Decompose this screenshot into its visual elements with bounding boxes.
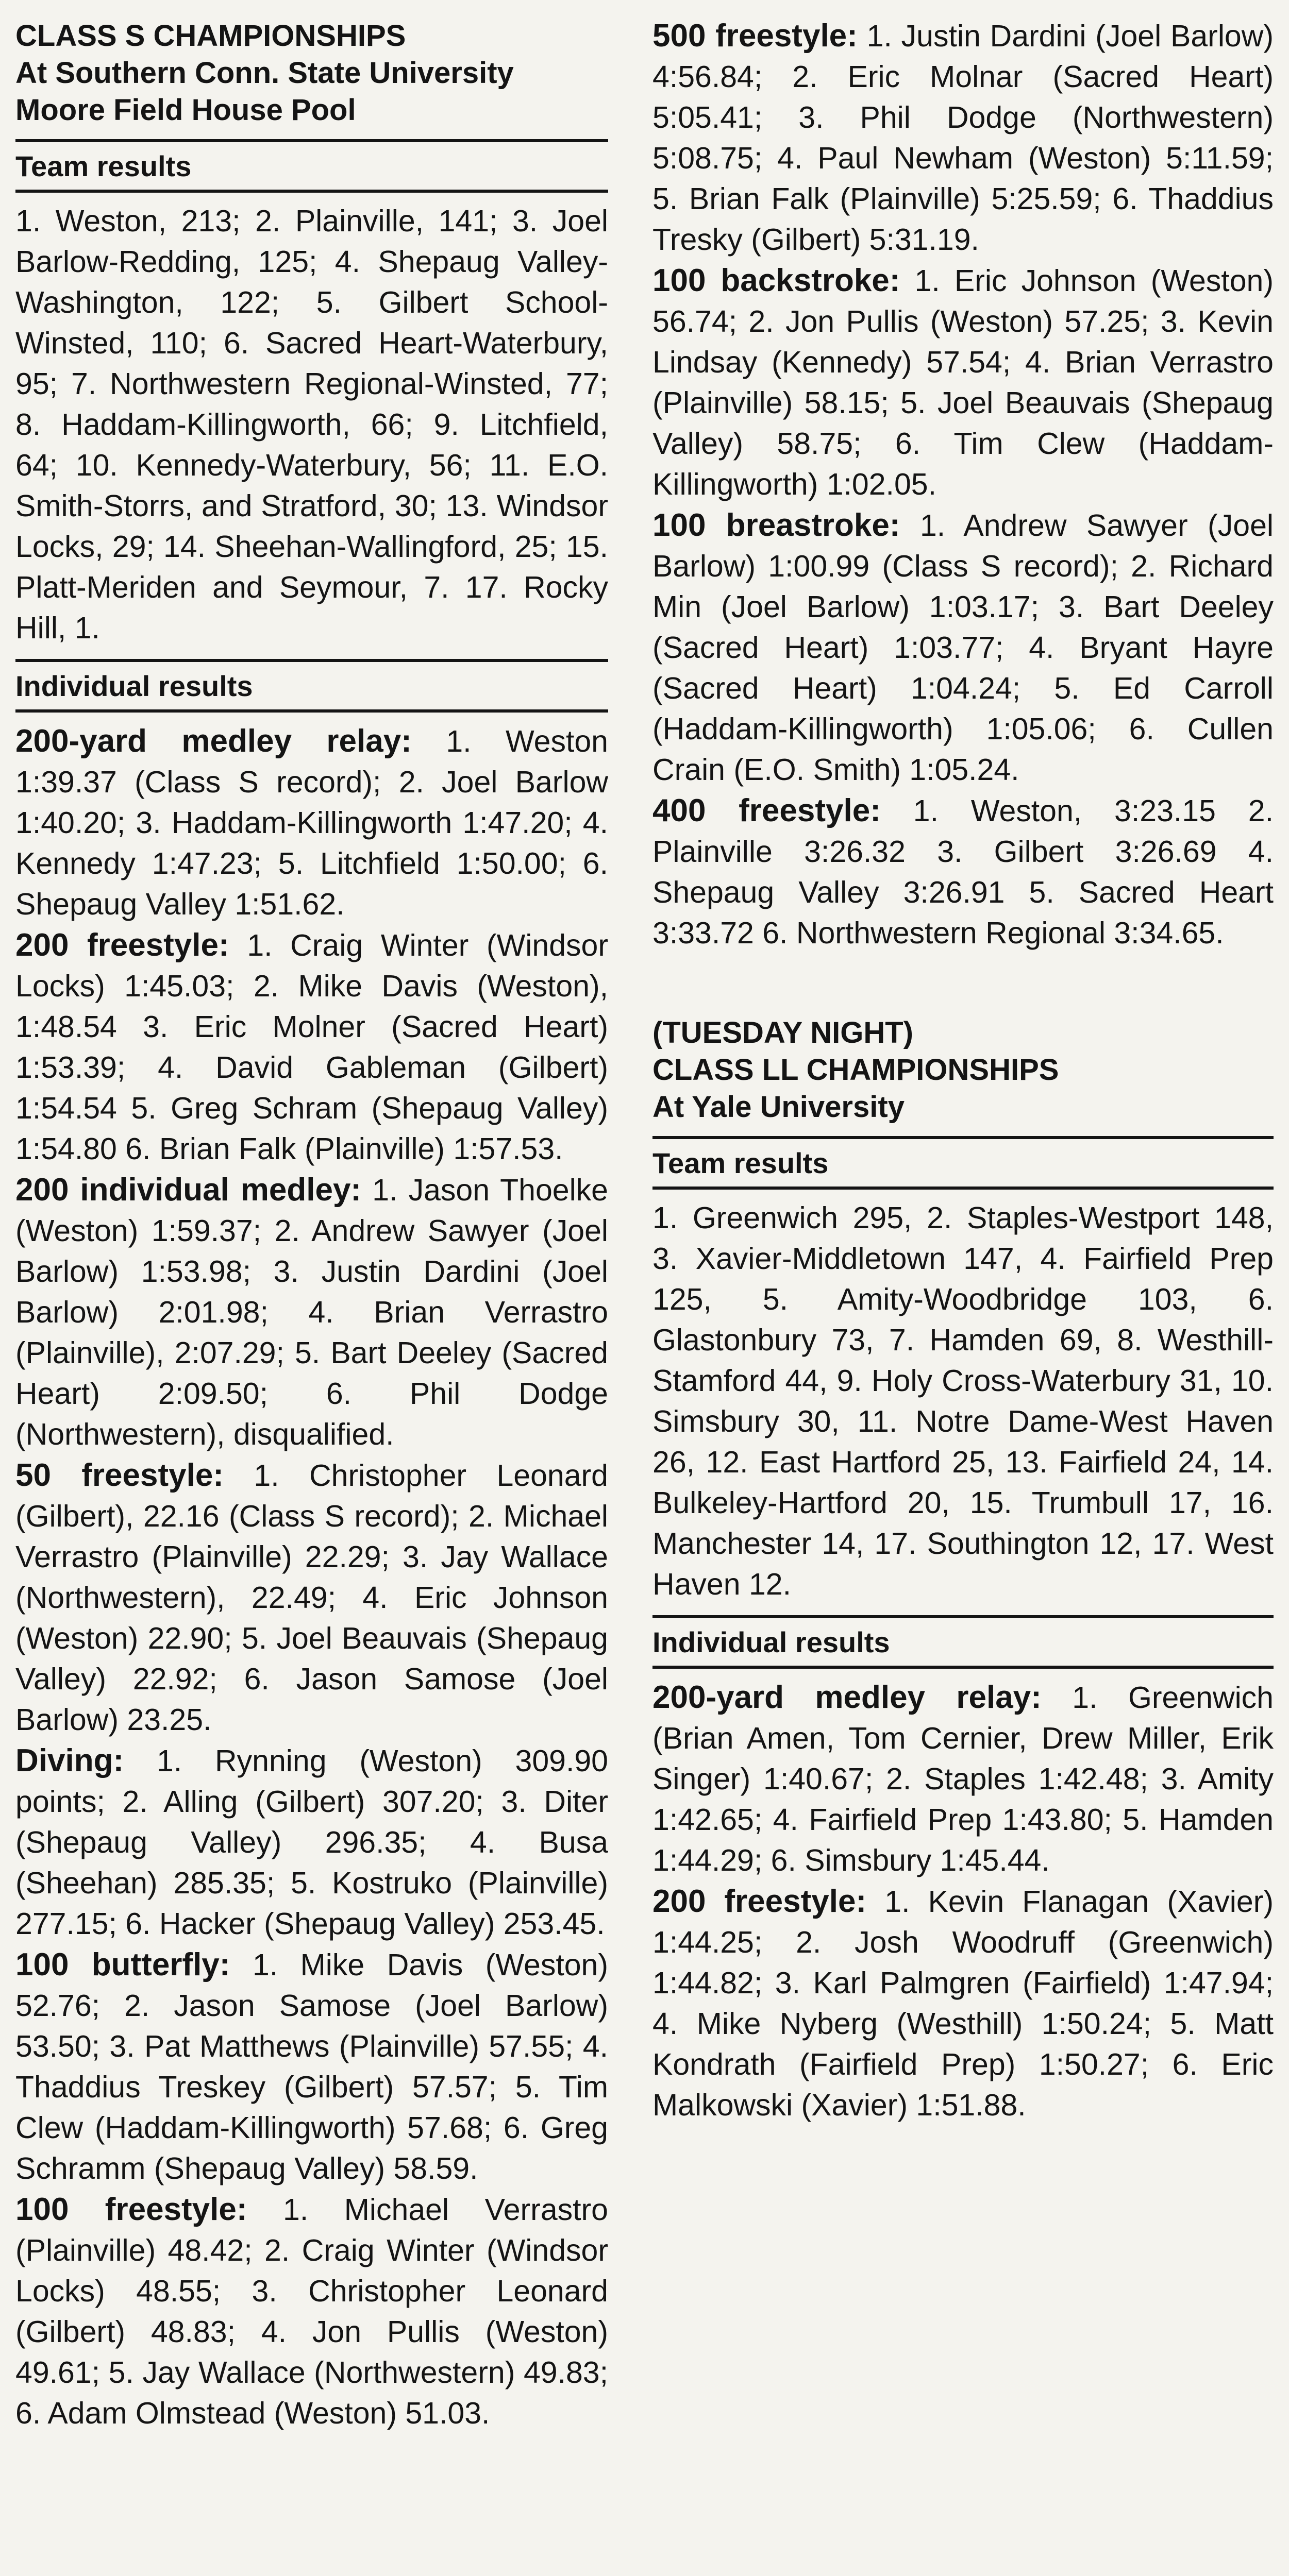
event-results: 1. Mike Davis (Weston) 52.76; 2. Jason Samose (Joel Barlow) 53.50; 3. Pat Matthews (Plainville) 57.55; 4. Thaddius Treskey (Gilbert) 57.57; 5. Tim Clew (Haddam-Killingworth) 57.68; 6. Greg Schramm (Shepaug Valley) 58.59. — [15, 1948, 608, 2185]
class-ll-venue: At Yale University — [652, 1090, 905, 1124]
class-ll-heading: CLASS LL CHAMPIONSHIPS — [652, 1053, 1059, 1087]
event-results: 1. Rynning (Weston) 309.90 points; 2. Alling (Gilbert) 307.20; 3. Diter (Shepaug Valley) 296.35; 4. Busa (Sheehan) 285.35; 5. Kostruko (Plainville) 277.15; 6. Hacker (Shepaug Valley) 253.45. — [15, 1744, 608, 1941]
event-name: 200-yard medley relay: — [15, 723, 412, 759]
event-name: 100 butterfly: — [15, 1947, 230, 1982]
event-name: 100 freestyle: — [15, 2192, 247, 2227]
event-results: 1. Greenwich (Brian Amen, Tom Cernier, Drew Miller, Erik Singer) 1:40.67; 2. Staples 1:42.48; 3. Amity 1:42.65; 4. Fairfield Prep 1:43.80; 5. Hamden 1:44.29; 6. Simsbury 1:45.44. — [652, 1681, 1274, 1877]
class-ll-individual-results-label: Individual results — [652, 1624, 1274, 1669]
event-results: 1. Jason Thoelke (Weston) 1:59.37; 2. Andrew Sawyer (Joel Barlow) 1:53.98; 3. Justin Dardini (Joel Barlow) 2:01.98; 4. Brian Verrastro (Plainville), 2:07.29; 5. Bart Deeley (Sacred Heart) 2:09.50; 6. Phil Dodge (Northwestern), disqualified. — [15, 1173, 608, 1451]
divider — [15, 659, 608, 662]
event-entry — [652, 1677, 1274, 1881]
event-entry — [15, 1170, 608, 1455]
event-results: 1. Christopher Leonard (Gilbert), 22.16 (Class S record); 2. Michael Verrastro (Plainville) 22.29; 3. Jay Wallace (Northwestern), 22.49; 4. Eric Johnson (Weston) 22.90; 5. Joel Beauvais (Shepaug Valley) 22.92; 6. Jason Samose (Joel Barlow) 23.25. — [15, 1459, 608, 1737]
event-entry — [15, 925, 608, 1170]
event-entry — [15, 1740, 608, 1944]
event-results: 1. Michael Verrastro (Plainville) 48.42; 2. Craig Winter (Windsor Locks) 48.55; 3. Christopher Leonard (Gilbert) 48.83; 4. Jon Pullis (Weston) 49.61; 5. Jay Wallace (Northwestern) 49.83; 6. Adam Olmstead (Weston) 51.03. — [15, 2193, 608, 2430]
divider — [652, 1615, 1274, 1618]
class-s-venue: At Southern Conn. State University — [15, 56, 514, 90]
class-ll-team-results-label: Team results — [652, 1145, 1274, 1190]
event-entry — [15, 1455, 608, 1740]
event-name: 400 freestyle: — [652, 793, 881, 828]
event-name: 50 freestyle: — [15, 1458, 224, 1493]
event-results: 1. Weston, 3:23.15 2. Plainville 3:26.32 3. Gilbert 3:26.69 4. Shepaug Valley 3:26.91 5. Sacred Heart 3:33.72 6. Northwestern Regional 3:34.65. — [652, 794, 1274, 950]
event-entry — [652, 505, 1274, 790]
event-name: 200 individual medley: — [15, 1172, 362, 1208]
event-results: 1. Eric Johnson (Weston) 56.74; 2. Jon Pullis (Weston) 57.25; 3. Kevin Lindsay (Kennedy) 57.54; 4. Brian Verrastro (Plainville) 58.15; 5. Joel Beauvais (Shepaug Valley) 58.75; 6. Tim Clew (Haddam-Killingworth) 1:02.05. — [652, 264, 1274, 501]
class-ll-team-results: 1. Greenwich 295, 2. Staples-Westport 148, 3. Xavier-Middletown 147, 4. Fairfield Prep 125, 5. Amity-Woodbridge 103, 6. Glastonbury 73, 7. Hamden 69, 8. Westhill-Stamford 44, 9. Holy Cross-Waterbury 31, 10. Simsbury 30, 11. Notre Dame-West Haven 26, 12. East Hartford 25, 13. Fairfield 24, 14. Bulkeley-Hartford 20, 15. Trumbull 17, 16. Manchester 14, 17. Southington 12, 17. West Haven 12. — [652, 1201, 1274, 1601]
spacer — [652, 954, 1274, 1014]
event-entry — [15, 2189, 608, 2434]
right-column — [652, 15, 1274, 2576]
divider — [652, 1136, 1274, 1139]
class-s-team-results: 1. Weston, 213; 2. Plainville, 141; 3. Joel Barlow-Redding, 125; 4. Shepaug Valley-Washington, 122; 5. Gilbert School-Winsted, 110; 6. Sacred Heart-Waterbury, 95; 7. Northwestern Regional-Winsted, 77; 8. Haddam-Killingworth, 66; 9. Litchfield, 64; 10. Kennedy-Waterbury, 56; 11. E.O. Smith-Storrs, and Stratford, 30; 13. Windsor Locks, 29; 14. Sheehan-Wallingford, 25; 15. Platt-Meriden and Seymour, 7. 17. Rocky Hill, 1. — [15, 204, 608, 645]
class-s-individual-results-label: Individual results — [15, 668, 608, 713]
event-name: 100 backstroke: — [652, 263, 900, 298]
class-s-heading: CLASS S CHAMPIONSHIPS — [15, 19, 406, 53]
event-name: Diving: — [15, 1743, 124, 1778]
event-entry — [15, 1944, 608, 2189]
event-results: 1. Kevin Flanagan (Xavier) 1:44.25; 2. Josh Woodruff (Greenwich) 1:44.82; 3. Karl Palmgren (Fairfield) 1:47.94; 4. Mike Nyberg (Westhill) 1:50.24; 5. Matt Kondrath (Fairfield Prep) 1:50.27; 6. Eric Malkowski (Xavier) 1:51.88. — [652, 1885, 1274, 2122]
event-entry — [652, 1881, 1274, 2126]
event-entry — [652, 260, 1274, 505]
event-name: 200 freestyle: — [15, 927, 229, 963]
class-s-team-results-label: Team results — [15, 148, 608, 193]
event-entry — [15, 721, 608, 925]
event-entry — [652, 15, 1274, 260]
event-name: 100 breastroke: — [652, 507, 900, 543]
event-entry — [652, 790, 1274, 954]
class-ll-note: (TUESDAY NIGHT) — [652, 1016, 913, 1049]
divider — [15, 139, 608, 142]
class-s-location: Moore Field House Pool — [15, 93, 356, 127]
event-results: 1. Craig Winter (Windsor Locks) 1:45.03; 2. Mike Davis (Weston), 1:48.54 3. Eric Molner (Sacred Heart) 1:53.39; 4. David Gableman (Gilbert) 1:54.54 5. Greg Schram (Shepaug Valley) 1:54.80 6. Brian Falk (Plainville) 1:57.53. — [15, 928, 608, 1166]
event-name: 200-yard medley relay: — [652, 1680, 1042, 1715]
event-results: 1. Andrew Sawyer (Joel Barlow) 1:00.99 (Class S record); 2. Richard Min (Joel Barlow) 1:03.17; 3. Bart Deeley (Sacred Heart) 1:03.77; 4. Bryant Hayre (Sacred Heart) 1:04.24; 5. Ed Carroll (Haddam-Killingworth) 1:05.06; 6. Cullen Crain (E.O. Smith) 1:05.24. — [652, 509, 1274, 787]
event-name: 200 freestyle: — [652, 1884, 867, 1919]
left-column — [15, 15, 608, 2576]
event-results: 1. Justin Dardini (Joel Barlow) 4:56.84; 2. Eric Molnar (Sacred Heart) 5:05.41; 3. Phil Dodge (Northwestern) 5:08.75; 4. Paul Newham (Weston) 5:11.59; 5. Brian Falk (Plainville) 5:25.59; 6. Thaddius Tresky (Gilbert) 5:31.19. — [652, 19, 1274, 257]
event-results: 1. Weston 1:39.37 (Class S record); 2. Joel Barlow 1:40.20; 3. Haddam-Killingworth 1:47.20; 4. Kennedy 1:47.23; 5. Litchfield 1:50.00; 6. Shepaug Valley 1:51.62. — [15, 724, 608, 921]
event-name: 500 freestyle: — [652, 18, 858, 54]
